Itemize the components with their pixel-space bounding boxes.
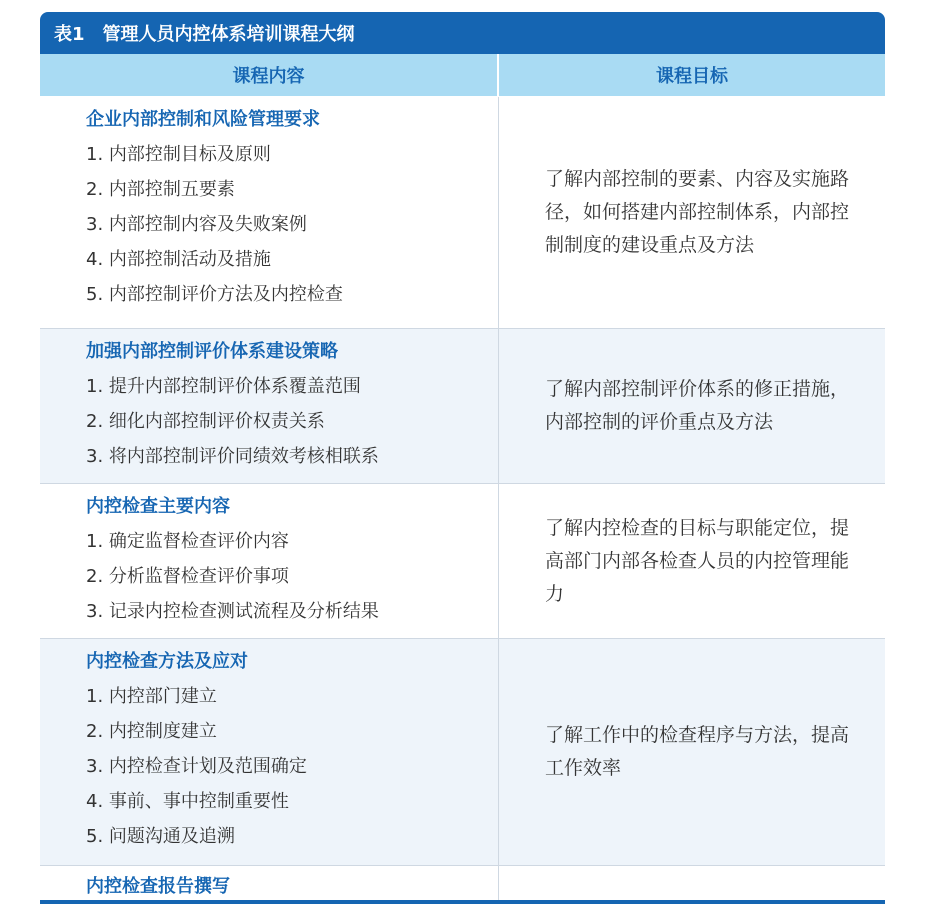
table-body: [40, 97, 885, 904]
course-content-cell: [40, 97, 499, 328]
content-item: 2. 内部控制五要素: [86, 179, 235, 200]
content-item: 5. 内部控制评价方法及内控检查: [86, 284, 343, 305]
course-goal-cell: 了解内控检查的目标与职能定位，提高部门内部各检查人员的内控管理能力: [545, 516, 850, 605]
content-item: 1. 内部控制目标及原则: [86, 144, 271, 165]
table-row: [40, 639, 885, 866]
table-row: [40, 97, 885, 329]
course-content-cell: [40, 866, 499, 904]
header-course-goal: 课程目标: [656, 66, 728, 87]
content-item: 4. 事前、事中控制重要性: [86, 791, 289, 812]
content-item: 5. 问题沟通及追溯: [86, 826, 235, 847]
table-row: [40, 484, 885, 639]
course-goal-cell: 了解内部控制评价体系的修正措施，内部控制的评价重点及方法: [545, 378, 850, 433]
section-title: 内控检查方法及应对: [86, 651, 248, 672]
table-row: [40, 866, 885, 904]
table-header-row: [40, 54, 885, 97]
course-content-cell: [40, 639, 499, 865]
course-goal-cell: [499, 866, 885, 904]
course-goal-cell: 了解内部控制的要素、内容及实施路径，如何搭建内部控制体系，内部控制制度的建设重点及方法: [545, 168, 850, 256]
content-item: 1. 内控部门建立: [86, 686, 217, 707]
course-outline-table: [40, 12, 885, 904]
content-item: 2. 分析监督检查评价事项: [86, 566, 289, 587]
content-item: 3. 记录内控检查测试流程及分析结果: [86, 601, 379, 622]
course-content-cell: [40, 484, 499, 638]
content-item: 3. 内控检查计划及范围确定: [86, 756, 307, 777]
content-item: 3. 内部控制内容及失败案例: [86, 214, 307, 235]
table-title-bar: [40, 12, 885, 54]
section-title: 内控检查报告撰写: [86, 876, 230, 897]
content-item: 2. 内控制度建立: [86, 721, 217, 742]
table-title: 管理人员内控体系培训课程大纲: [102, 24, 355, 45]
table-row: [40, 329, 885, 484]
table-number: 表1: [54, 24, 85, 45]
table-bottom-rule: [40, 900, 885, 904]
content-item: 4. 内部控制活动及措施: [86, 249, 271, 270]
course-content-cell: [40, 329, 499, 483]
section-title: 加强内部控制评价体系建设策略: [86, 341, 338, 362]
section-title: 内控检查主要内容: [86, 496, 230, 517]
content-item: 3. 将内部控制评价同绩效考核相联系: [86, 446, 379, 467]
content-item: 1. 提升内部控制评价体系覆盖范围: [86, 376, 361, 397]
header-course-content: 课程内容: [40, 54, 499, 96]
content-item: 1. 确定监督检查评价内容: [86, 531, 289, 552]
content-item: 2. 细化内部控制评价权责关系: [86, 411, 325, 432]
course-goal-cell: 了解工作中的检查程序与方法，提高工作效率: [545, 724, 850, 779]
section-title: 企业内部控制和风险管理要求: [86, 109, 320, 130]
